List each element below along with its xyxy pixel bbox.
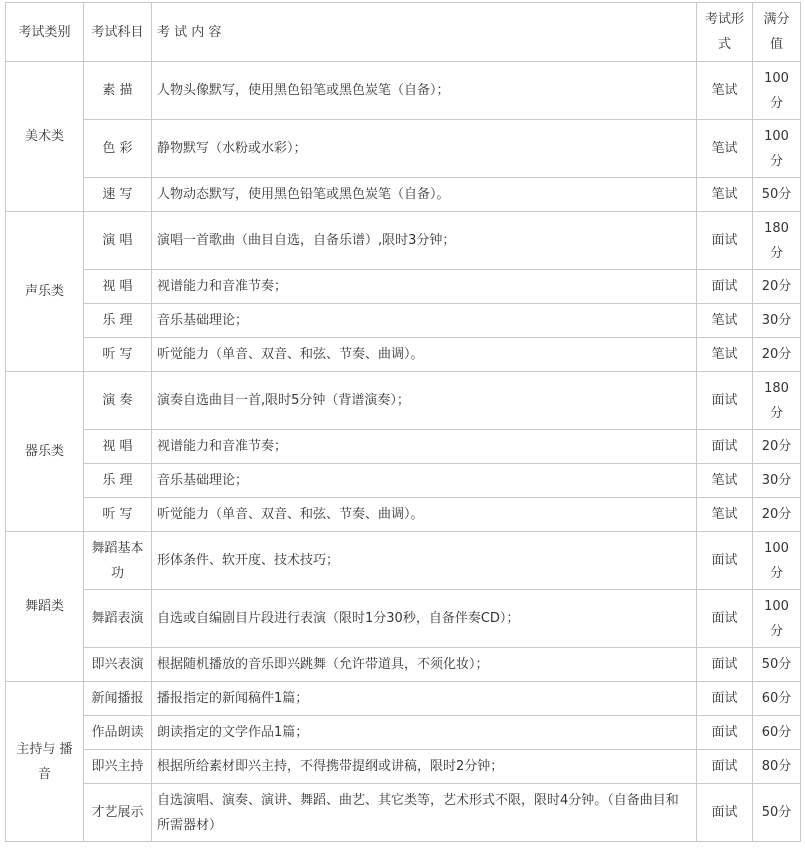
- table-row: [6, 532, 801, 590]
- score-cell: 100分: [753, 62, 801, 120]
- score-cell: 100分: [753, 532, 801, 590]
- score-cell: 80分: [753, 750, 801, 784]
- category-cell: 舞蹈类: [6, 532, 84, 682]
- score-cell: 180分: [753, 212, 801, 270]
- score-cell: 50分: [753, 178, 801, 212]
- category-cell: 美术类: [6, 62, 84, 212]
- table-row: [6, 270, 801, 304]
- form-cell: 面试: [697, 682, 753, 716]
- table-row: [6, 338, 801, 372]
- table-row: [6, 464, 801, 498]
- score-cell: 100分: [753, 120, 801, 178]
- subject-cell: 演 奏: [84, 372, 152, 430]
- content-cell: 演唱一首歌曲（曲目自选，自备乐谱）,限时3分钟；: [152, 212, 697, 270]
- header-score: 满分值: [753, 3, 801, 62]
- form-cell: 面试: [697, 784, 753, 842]
- subject-cell: 才艺展示: [84, 784, 152, 842]
- subject-cell: 色 彩: [84, 120, 152, 178]
- subject-cell: 舞蹈基本功: [84, 532, 152, 590]
- form-cell: 笔试: [697, 338, 753, 372]
- table-row: [6, 120, 801, 178]
- content-cell: 演奏自选曲目一首,限时5分钟（背谱演奏）；: [152, 372, 697, 430]
- table-row: [6, 498, 801, 532]
- category-cell: 主持与 播音: [6, 682, 84, 842]
- subject-cell: 视 唱: [84, 270, 152, 304]
- table-row: [6, 178, 801, 212]
- content-cell: 人物头像默写，使用黑色铅笔或黑色炭笔（自备）；: [152, 62, 697, 120]
- table-row: [6, 430, 801, 464]
- table-row: [6, 784, 801, 842]
- form-cell: 面试: [697, 648, 753, 682]
- header-content: 考 试 内 容: [152, 3, 697, 62]
- content-cell: 人物动态默写，使用黑色铅笔或黑色炭笔（自备）。: [152, 178, 697, 212]
- subject-cell: 演 唱: [84, 212, 152, 270]
- subject-cell: 乐 理: [84, 304, 152, 338]
- content-cell: 播报指定的新闻稿件1篇；: [152, 682, 697, 716]
- subject-cell: 素 描: [84, 62, 152, 120]
- score-cell: 30分: [753, 464, 801, 498]
- form-cell: 笔试: [697, 62, 753, 120]
- score-cell: 20分: [753, 498, 801, 532]
- content-cell: 听觉能力（单音、双音、和弦、节奏、曲调）。: [152, 338, 697, 372]
- form-cell: 面试: [697, 430, 753, 464]
- subject-cell: 即兴表演: [84, 648, 152, 682]
- score-cell: 20分: [753, 430, 801, 464]
- score-cell: 100分: [753, 590, 801, 648]
- form-cell: 笔试: [697, 304, 753, 338]
- exam-table: [5, 2, 801, 842]
- form-cell: 笔试: [697, 498, 753, 532]
- form-cell: 面试: [697, 716, 753, 750]
- content-cell: 根据随机播放的音乐即兴跳舞（允许带道具，不须化妆）；: [152, 648, 697, 682]
- table-row: [6, 590, 801, 648]
- content-cell: 根据所给素材即兴主持，不得携带提纲或讲稿，限时2分钟；: [152, 750, 697, 784]
- content-cell: 视谱能力和音准节奏；: [152, 270, 697, 304]
- table-row: [6, 304, 801, 338]
- table-row: [6, 716, 801, 750]
- subject-cell: 听 写: [84, 498, 152, 532]
- score-cell: 60分: [753, 682, 801, 716]
- subject-cell: 作品朗读: [84, 716, 152, 750]
- form-cell: 笔试: [697, 178, 753, 212]
- form-cell: 面试: [697, 212, 753, 270]
- content-cell: 音乐基础理论；: [152, 304, 697, 338]
- table-row: [6, 648, 801, 682]
- category-cell: 声乐类: [6, 212, 84, 372]
- header-form: 考试形式: [697, 3, 753, 62]
- content-cell: 自选演唱、演奏、演讲、舞蹈、曲艺、其它类等，艺术形式不限，限时4分钟。（自备曲目和所需器材）: [152, 784, 697, 842]
- score-cell: 50分: [753, 648, 801, 682]
- score-cell: 50分: [753, 784, 801, 842]
- form-cell: 面试: [697, 270, 753, 304]
- form-cell: 笔试: [697, 464, 753, 498]
- content-cell: 自选或自编剧目片段进行表演（限时1分30秒，自备伴奏CD）；: [152, 590, 697, 648]
- table-header-row: [6, 3, 801, 62]
- score-cell: 30分: [753, 304, 801, 338]
- subject-cell: 听 写: [84, 338, 152, 372]
- score-cell: 20分: [753, 270, 801, 304]
- content-cell: 形体条件、软开度、技术技巧；: [152, 532, 697, 590]
- form-cell: 面试: [697, 750, 753, 784]
- score-cell: 60分: [753, 716, 801, 750]
- score-cell: 180分: [753, 372, 801, 430]
- table-row: [6, 212, 801, 270]
- subject-cell: 新闻播报: [84, 682, 152, 716]
- subject-cell: 舞蹈表演: [84, 590, 152, 648]
- table-row: [6, 750, 801, 784]
- form-cell: 面试: [697, 372, 753, 430]
- form-cell: 面试: [697, 590, 753, 648]
- table-row: [6, 682, 801, 716]
- category-cell: 器乐类: [6, 372, 84, 532]
- subject-cell: 即兴主持: [84, 750, 152, 784]
- content-cell: 视谱能力和音准节奏；: [152, 430, 697, 464]
- table-row: [6, 62, 801, 120]
- form-cell: 笔试: [697, 120, 753, 178]
- content-cell: 静物默写（水粉或水彩）；: [152, 120, 697, 178]
- content-cell: 音乐基础理论；: [152, 464, 697, 498]
- subject-cell: 速 写: [84, 178, 152, 212]
- subject-cell: 乐 理: [84, 464, 152, 498]
- subject-cell: 视 唱: [84, 430, 152, 464]
- score-cell: 20分: [753, 338, 801, 372]
- content-cell: 听觉能力（单音、双音、和弦、节奏、曲调）。: [152, 498, 697, 532]
- content-cell: 朗读指定的文学作品1篇；: [152, 716, 697, 750]
- form-cell: 面试: [697, 532, 753, 590]
- header-category: 考试类别: [6, 3, 84, 62]
- header-subject: 考试科目: [84, 3, 152, 62]
- table-row: [6, 372, 801, 430]
